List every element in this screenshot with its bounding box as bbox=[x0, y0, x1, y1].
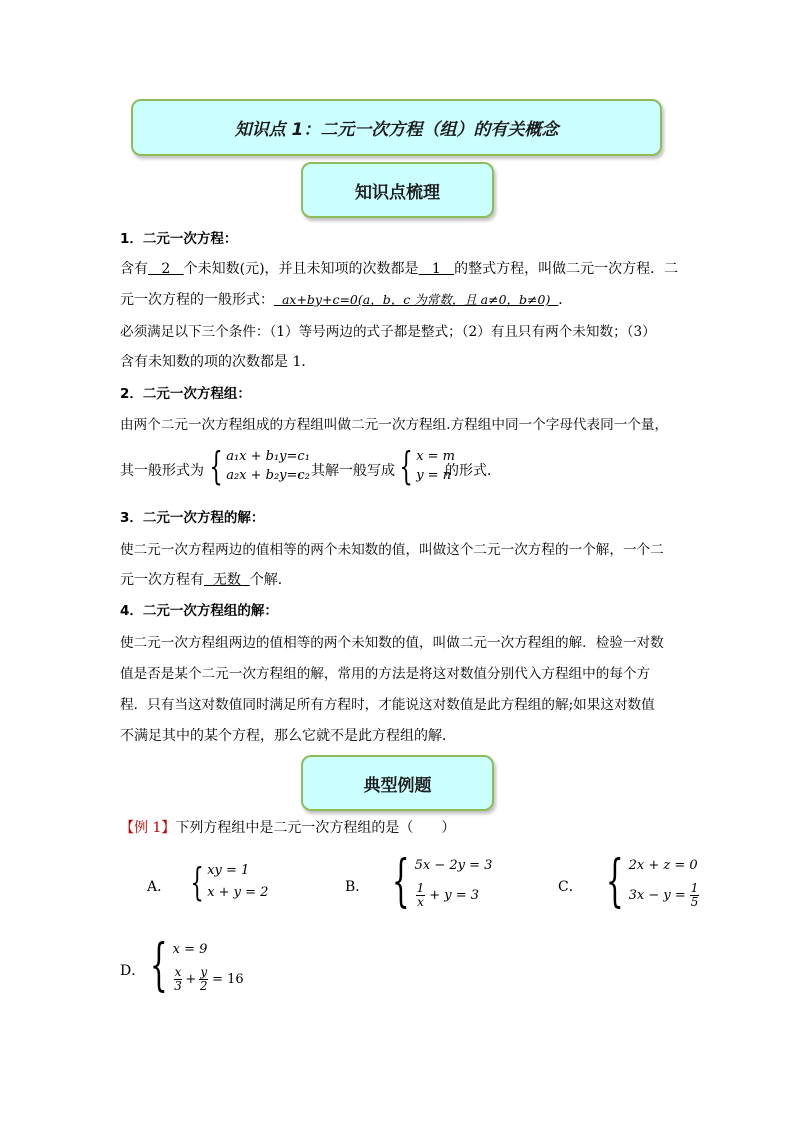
equation: x = 9 bbox=[172, 941, 208, 957]
blank-answer: 1 bbox=[418, 261, 455, 277]
section-1-heading: 1．二元一次方程： bbox=[120, 231, 238, 247]
equation: a₁x + b₁y=c₁ bbox=[226, 449, 310, 464]
fraction bbox=[174, 966, 183, 993]
plus-sign: + bbox=[185, 971, 197, 987]
option-a-system bbox=[185, 860, 268, 904]
section-1-line-1 bbox=[120, 259, 678, 279]
equation-lhs: 3x − y = bbox=[628, 887, 686, 903]
option-c-system bbox=[597, 849, 700, 914]
section-2-solution-label: ，其解一般写成 bbox=[297, 463, 395, 479]
equation-rest: + y = 3 bbox=[429, 887, 480, 903]
section-4-line-3: 程．只有当这对数值同时满足所有方程时，才能说这对数值是此方程组的解;如果这对数值 bbox=[120, 697, 655, 713]
fraction bbox=[416, 882, 426, 909]
numerator: 1 bbox=[416, 880, 425, 895]
section-4-line-2: 值是否是某个二元一次方程组的解，常用的方法是将这对数值分别代入方程组中的每个方 bbox=[120, 666, 651, 682]
denominator: 5 bbox=[690, 894, 699, 909]
option-d-system bbox=[141, 933, 244, 998]
section-4-line-1: 使二元一次方程组两边的值相等的两个未知数的值，叫做二元一次方程组的解．检验一对数 bbox=[120, 635, 664, 651]
numerator: x bbox=[174, 964, 182, 979]
blank-answer: ax+by+c=0(a，b，c 为常数，且 a≠0，b≠0) bbox=[274, 292, 559, 307]
section-2-tail: 的形式． bbox=[445, 463, 501, 479]
section-2-line-1: 由两个二元一次方程组成的方程组叫做二元一次方程组.方程组中同一个字母代表同一个量， bbox=[120, 417, 669, 433]
equation: y = n bbox=[416, 468, 452, 483]
equation: xy = 1 bbox=[207, 863, 250, 878]
brace-icon: { bbox=[190, 860, 204, 904]
equation: x + y = 2 bbox=[207, 885, 269, 900]
section-2-label: 其一般形式为 bbox=[120, 463, 204, 479]
example-question bbox=[120, 818, 455, 838]
examples-title: 典型例题 bbox=[363, 775, 432, 796]
brace-icon: { bbox=[149, 933, 168, 998]
text-span: 含有 bbox=[120, 261, 148, 277]
equation: x = m bbox=[416, 449, 456, 464]
option-b-letter: B． bbox=[345, 879, 370, 895]
denominator: 2 bbox=[199, 978, 208, 993]
equation: 2x + z = 0 bbox=[628, 857, 698, 873]
equation: a₂x + b₂y=c₂ bbox=[226, 468, 310, 483]
brace-icon: { bbox=[209, 444, 223, 488]
blank-answer: 2 bbox=[148, 261, 184, 277]
examples-banner bbox=[301, 755, 494, 811]
brace-icon: { bbox=[391, 849, 410, 914]
text-span: 的整式方程，叫做二元一次方程．二 bbox=[454, 261, 679, 277]
section-3-heading: 3．二元一次方程的解： bbox=[120, 510, 265, 526]
fraction bbox=[199, 966, 208, 993]
section-1-line-4: 含有未知数的项的次数都是 1． bbox=[120, 354, 316, 370]
summary-title: 知识点梳理 bbox=[355, 182, 440, 203]
fraction bbox=[690, 882, 700, 909]
brace-icon: { bbox=[605, 849, 624, 914]
topic-title: 知识点 1：二元一次方程（组）的有关概念 bbox=[234, 120, 559, 140]
denominator: x bbox=[417, 894, 424, 909]
section-3-line-2 bbox=[120, 570, 292, 590]
denominator: 3 bbox=[174, 978, 182, 993]
general-form-system bbox=[204, 444, 310, 488]
summary-banner bbox=[301, 162, 494, 218]
section-1-line-2 bbox=[120, 290, 572, 310]
numerator: 1 bbox=[690, 880, 699, 895]
text-span: 个未知数(元)，并且未知项的次数都是 bbox=[183, 261, 419, 277]
option-c-letter: C． bbox=[558, 879, 583, 895]
numerator: y bbox=[200, 964, 208, 979]
topic-banner bbox=[131, 99, 662, 156]
text-span: 个解． bbox=[249, 572, 292, 588]
question-text: 下列方程组中是二元一次方程组的是（ ） bbox=[175, 820, 456, 836]
brace-icon: { bbox=[399, 444, 413, 488]
option-b-system bbox=[383, 849, 493, 914]
example-label: 【例 1】 bbox=[120, 820, 176, 836]
text-span: 元一次方程有 bbox=[120, 572, 204, 588]
section-4-line-4: 不满足其中的某个方程，那么它就不是此方程组的解． bbox=[120, 728, 456, 744]
equation-rest: = 16 bbox=[212, 971, 244, 987]
option-d-letter: D． bbox=[120, 963, 146, 979]
text-span: 元一次方程的一般形式： bbox=[120, 292, 274, 308]
section-4-heading: 4．二元一次方程组的解： bbox=[120, 603, 278, 619]
text-span: ． bbox=[558, 292, 573, 308]
blank-answer: 无数 bbox=[204, 572, 250, 588]
section-3-line-1: 使二元一次方程两边的值相等的两个未知数的值，叫做这个二元一次方程的一个解，一个二 bbox=[120, 542, 664, 558]
option-a-letter: A． bbox=[147, 879, 172, 895]
equation: 5x − 2y = 3 bbox=[414, 857, 493, 873]
section-2-heading: 2．二元一次方程组： bbox=[120, 386, 251, 402]
section-1-line-3: 必须满足以下三个条件：（1）等号两边的式子都是整式；（2）有且只有两个未知数；（3） bbox=[120, 324, 656, 340]
